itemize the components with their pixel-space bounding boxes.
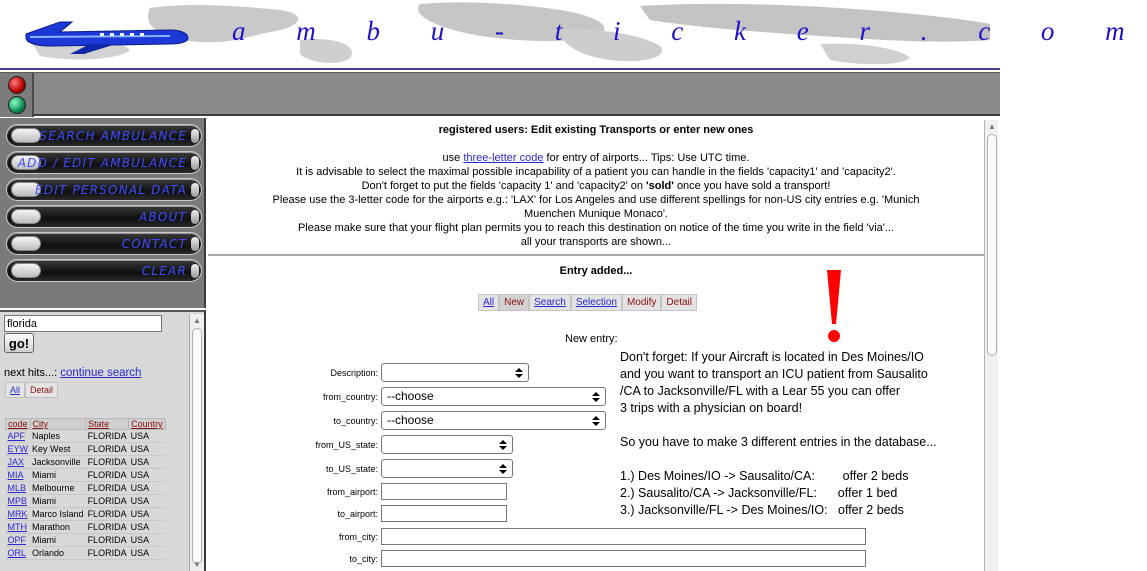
column-header-country[interactable]: Country — [129, 419, 166, 430]
from-city-input[interactable] — [381, 528, 866, 545]
description-select[interactable] — [381, 363, 529, 382]
main-navigation — [0, 118, 206, 308]
cell-city: Marco Island — [32, 509, 84, 519]
three-letter-code-link[interactable]: three-letter code — [463, 152, 544, 164]
cell-country: USA — [129, 534, 166, 547]
from-us-state-select[interactable] — [381, 435, 513, 454]
to-country-select[interactable] — [381, 411, 606, 430]
nav-add-edit-ambulance-button[interactable] — [6, 151, 202, 174]
scroll-up-icon[interactable]: ▲ — [988, 122, 996, 131]
tab-detail[interactable]: Detail — [661, 294, 697, 311]
instructions-line: all your transports are shown... — [520, 236, 672, 248]
cell-city: Miami — [30, 469, 86, 482]
note-line: and you want to transport an ICU patient from Sausalito — [620, 367, 928, 381]
to-airport-label: to_airport: — [337, 509, 378, 519]
note-line — [620, 417, 937, 434]
table-row — [6, 547, 166, 560]
select-stepper-icon — [496, 462, 510, 476]
nav-search-ambulance-button[interactable] — [6, 124, 202, 147]
from-airport-input[interactable] — [381, 483, 507, 500]
cell-country: USA — [129, 508, 166, 521]
nav-label: CLEAR — [141, 264, 187, 278]
site-banner — [0, 0, 1147, 70]
cell-code[interactable]: MRK — [6, 508, 31, 521]
cell-code[interactable]: MTH — [6, 521, 31, 534]
from-us-state-label: from_US_state: — [315, 440, 378, 450]
green-light-icon — [8, 96, 26, 114]
cell-code[interactable]: MPB — [6, 495, 31, 508]
cell-country: USA — [129, 456, 166, 469]
use-prefix: use — [442, 152, 461, 164]
instructions-panel — [208, 118, 984, 256]
note-line: 1.) Des Moines/IO -> Sausalito/CA: offer 2 beds — [620, 469, 909, 483]
cell-state: FLORIDA — [87, 535, 127, 545]
sold-keyword: 'sold' — [646, 180, 674, 192]
main-scrollbar[interactable] — [984, 120, 998, 571]
tab-new[interactable]: New — [499, 294, 529, 311]
cell-code[interactable]: ORL — [6, 547, 31, 560]
column-header-code[interactable]: code — [6, 419, 31, 430]
cell-city: Miami — [30, 534, 86, 547]
form-row-to-city — [208, 549, 1000, 569]
cell-city: Key West — [30, 443, 86, 456]
status-lights — [0, 73, 34, 117]
from-country-select[interactable] — [381, 387, 606, 406]
cell-country: USA — [129, 482, 166, 495]
button-tip-icon — [191, 156, 199, 170]
instructions-line: Please use the 3-letter code for the airports e.g.: 'LAX' for Los Angeles and use different spellings for non-US city entries e.g. 'Munich — [272, 194, 920, 206]
button-tip-icon — [191, 183, 199, 197]
cell-city: Jacksonville — [30, 456, 86, 469]
cell-city: Marathon — [30, 521, 86, 534]
instructions-line: It is advisable to select the maximal possible incapability of a patient you can handle in the fields 'capacity1' and 'capacity2'. — [296, 166, 896, 178]
line3-prefix: Don't forget to put the fields 'capacity 1' and 'capacity2' on — [361, 180, 643, 192]
cell-state: FLORIDA — [87, 431, 127, 441]
select-value: --choose — [387, 389, 434, 403]
button-tip-icon — [191, 129, 199, 143]
scrollbar-thumb[interactable] — [987, 134, 997, 356]
cell-code[interactable]: MLB — [6, 482, 31, 495]
line3-suffix: once you have sold a transport! — [676, 180, 831, 192]
instructions-line: Muenchen Munique Monaco'. — [524, 208, 668, 220]
cell-state: FLORIDA — [87, 496, 127, 506]
new-entry-label: New entry: — [565, 333, 618, 345]
note-line: 3.) Jacksonville/FL -> Des Moines/IO: offer 2 beds — [620, 503, 904, 517]
airport-search-input[interactable] — [4, 315, 162, 332]
cell-state: FLORIDA — [87, 444, 127, 454]
go-button[interactable]: go! — [4, 333, 34, 353]
result-view-tabs — [5, 382, 58, 398]
table-row — [6, 495, 166, 508]
cell-code[interactable]: JAX — [6, 456, 31, 469]
button-tip-icon — [191, 210, 199, 224]
flight-plan-note — [620, 349, 937, 519]
from-city-label: from_city: — [338, 532, 378, 542]
nav-clear-button[interactable] — [6, 259, 202, 282]
cell-state: FLORIDA — [87, 470, 127, 480]
cell-country: USA — [129, 521, 166, 534]
nav-label: CONTACT — [121, 237, 187, 251]
cell-city: Melbourne — [30, 482, 86, 495]
tab-selection[interactable]: Selection — [571, 294, 622, 311]
tab-all[interactable]: All — [478, 294, 499, 311]
result-tab-detail[interactable]: Detail — [25, 382, 58, 398]
to-country-label: to_country: — [333, 416, 378, 426]
nav-label: EDIT PERSONAL DATA — [34, 183, 187, 197]
hits-label: next hits...: — [4, 367, 58, 379]
cell-state: FLORIDA — [87, 509, 127, 519]
column-header-state[interactable]: State — [86, 419, 129, 430]
left-panel-scrollbar[interactable] — [189, 314, 204, 571]
button-cap-icon — [11, 263, 41, 278]
from-airport-label: from_airport: — [326, 487, 378, 497]
tab-search[interactable]: Search — [529, 294, 571, 311]
table-header-row — [6, 419, 166, 430]
instructions-heading: registered users: Edit existing Transports or enter new ones — [438, 124, 754, 136]
nav-edit-personal-data-button[interactable] — [6, 178, 202, 201]
cell-state: FLORIDA — [87, 457, 127, 467]
table-row — [6, 508, 166, 521]
entry-added-message: Entry added... — [559, 265, 633, 277]
button-cap-icon — [11, 128, 41, 143]
description-label: Description: — [330, 368, 378, 378]
cell-city: Miami — [30, 495, 86, 508]
form-row-from-city — [208, 527, 1000, 547]
nav-label: SEARCH AMBULANCE — [39, 129, 187, 143]
cell-code[interactable]: APF — [6, 430, 31, 443]
note-line: Don't forget: If your Aircraft is located in Des Moines/IO — [620, 350, 924, 364]
exclamation-icon — [824, 268, 844, 346]
to-airport-input[interactable] — [381, 505, 507, 522]
to-city-input[interactable] — [381, 550, 866, 567]
to-us-state-label: to_US_state: — [325, 464, 378, 474]
button-tip-icon — [191, 237, 199, 251]
table-row — [6, 534, 166, 547]
select-stepper-icon — [589, 390, 603, 404]
note-line: 3 trips with a physician on board! — [620, 401, 803, 415]
cell-country: USA — [129, 495, 166, 508]
instructions-line — [208, 151, 984, 165]
airport-results-table — [5, 418, 166, 560]
table-row — [6, 430, 166, 443]
table-row — [6, 521, 166, 534]
nav-contact-button[interactable] — [6, 232, 202, 255]
cell-code[interactable]: MIA — [6, 469, 31, 482]
cell-state: FLORIDA — [87, 548, 127, 558]
result-tab-all[interactable]: All — [5, 382, 25, 398]
button-cap-icon — [11, 236, 41, 251]
cell-state: FLORIDA — [87, 483, 127, 493]
table-row — [6, 443, 166, 456]
table-row — [6, 482, 166, 495]
cell-state: FLORIDA — [87, 522, 127, 532]
hits-line — [4, 367, 141, 379]
button-tip-icon — [191, 264, 199, 278]
select-stepper-icon — [589, 414, 603, 428]
from-country-label: from_country: — [322, 392, 378, 402]
select-stepper-icon — [496, 438, 510, 452]
scrollbar-thumb[interactable] — [192, 328, 202, 564]
note-line: 2.) Sausalito/CA -> Jacksonville/FL: offer 1 bed — [620, 486, 898, 500]
red-light-icon — [8, 76, 26, 94]
nav-about-button[interactable] — [6, 205, 202, 228]
use-suffix: for entry of airports... Tips: Use UTC time. — [546, 152, 750, 164]
cell-code[interactable]: EYW — [6, 443, 31, 456]
cell-city: Naples — [30, 430, 86, 443]
table-row — [6, 469, 166, 482]
note-line: So you have to make 3 different entries in the database... — [620, 435, 937, 449]
cell-country: USA — [129, 430, 166, 443]
to-us-state-select[interactable] — [381, 459, 513, 478]
cell-code[interactable]: OPF — [6, 534, 31, 547]
nav-label: ADD / EDIT AMBULANCE — [17, 156, 187, 170]
airplane-logo-icon — [20, 10, 190, 59]
instructions-line — [208, 179, 984, 193]
cell-country: USA — [129, 443, 166, 456]
cell-country: USA — [129, 547, 166, 560]
tab-modify[interactable]: Modify — [622, 294, 661, 311]
note-line: /CA to Jacksonville/FL with a Lear 55 you can offer — [620, 384, 901, 398]
entry-tabs — [478, 294, 697, 311]
cell-country: USA — [129, 469, 166, 482]
select-stepper-icon — [512, 366, 526, 380]
table-row — [6, 456, 166, 469]
continue-search-link[interactable]: continue search — [60, 367, 142, 379]
select-value: --choose — [387, 413, 434, 427]
note-line — [620, 451, 937, 468]
button-cap-icon — [11, 209, 41, 224]
airport-search-panel — [0, 310, 206, 571]
cell-city: Orlando — [30, 547, 86, 560]
scroll-down-icon[interactable]: ▼ — [193, 560, 201, 569]
nav-label: ABOUT — [139, 210, 187, 224]
instructions-line: Please make sure that your flight plan permits you to reach this destination on notice of the time you write in the field 'via'... — [297, 222, 895, 234]
scroll-up-icon[interactable]: ▲ — [193, 316, 201, 325]
column-header-city[interactable]: City — [30, 419, 86, 430]
status-strip — [0, 72, 1000, 116]
main-content — [208, 118, 1000, 571]
site-title: a m b u - t i c k e r . c o m — [232, 16, 1147, 46]
to-city-label: to_city: — [349, 554, 378, 564]
